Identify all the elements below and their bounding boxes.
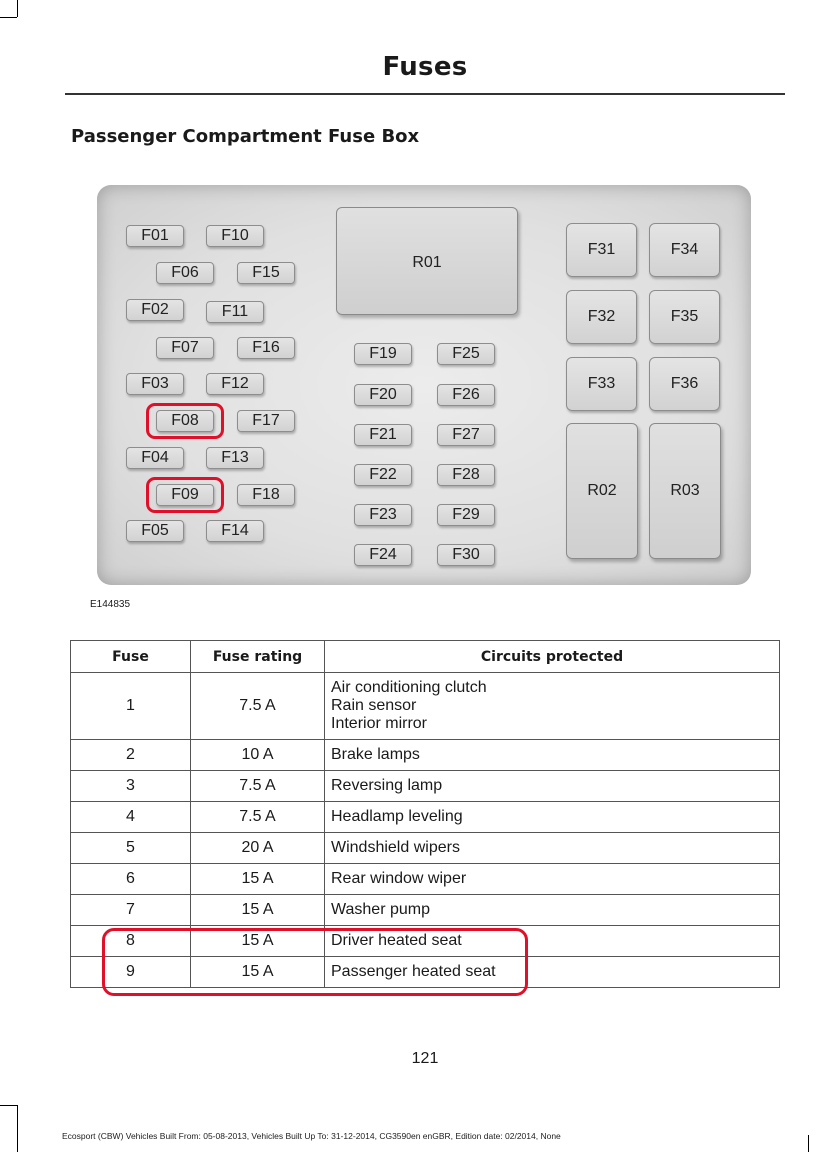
- fuse-rating: 15 A: [191, 864, 325, 895]
- footer-text: Ecosport (CBW) Vehicles Built From: 05-08-2013, Vehicles Built Up To: 31-12-2014, CG3590en enGBR, Edition date: 02/2014, None: [62, 1131, 561, 1141]
- fuse-f23: F23: [354, 504, 412, 526]
- table-row: [71, 673, 780, 740]
- fuse-f15: F15: [237, 262, 295, 284]
- fuse-rating: 15 A: [191, 895, 325, 926]
- fuse-f32: F32: [566, 290, 637, 344]
- fuse-f24: F24: [354, 544, 412, 566]
- fuse-f19: F19: [354, 343, 412, 365]
- fuse-f20: F20: [354, 384, 412, 406]
- fuse-number: 6: [71, 864, 191, 895]
- highlight-rows: [102, 928, 528, 996]
- header-divider: [65, 93, 785, 95]
- figure-id: E144835: [90, 599, 131, 610]
- fuse-rating: 15 A: [191, 957, 325, 988]
- circuit-line: Air conditioning clutch: [331, 679, 487, 696]
- fuse-f26: F26: [437, 384, 495, 406]
- fuse-f04: F04: [126, 447, 184, 469]
- fuse-number: 2: [71, 740, 191, 771]
- circuit-line: Rear window wiper: [331, 870, 467, 887]
- fuse-number: 3: [71, 771, 191, 802]
- circuits-protected: [325, 864, 780, 895]
- circuit-line: Washer pump: [331, 901, 430, 918]
- page-title: Fuses: [382, 52, 468, 82]
- fuse-f02: F02: [126, 299, 184, 321]
- fuse-number: 5: [71, 833, 191, 864]
- fuse-f17: F17: [237, 410, 295, 432]
- fuse-f09: F09: [156, 484, 214, 506]
- fuse-f06: F06: [156, 262, 214, 284]
- fuse-f03: F03: [126, 373, 184, 395]
- fuse-f16: F16: [237, 337, 295, 359]
- circuit-line: Rain sensor: [331, 697, 417, 714]
- table-row: [71, 771, 780, 802]
- fuse-f27: F27: [437, 424, 495, 446]
- circuit-line: Passenger heated seat: [331, 963, 496, 980]
- fuse-f13: F13: [206, 447, 264, 469]
- crop-mark: [0, 17, 17, 18]
- column-header-fuse-rating: Fuse rating: [191, 641, 325, 673]
- highlight-f09: [146, 477, 224, 513]
- fuse-f18: F18: [237, 484, 295, 506]
- fuse-f30: F30: [437, 544, 495, 566]
- fuse-rating: 10 A: [191, 740, 325, 771]
- fuse-f31: F31: [566, 223, 637, 277]
- circuit-line: Driver heated seat: [331, 932, 462, 949]
- fuse-f08: F08: [156, 410, 214, 432]
- fuse-rating: 7.5 A: [191, 771, 325, 802]
- relay-r01: R01: [336, 207, 518, 315]
- fuse-f28: F28: [437, 464, 495, 486]
- crop-mark: [0, 1105, 17, 1106]
- circuits-protected: [325, 895, 780, 926]
- fuse-f34: F34: [649, 223, 720, 277]
- fuse-number: 1: [71, 673, 191, 740]
- fuse-f01: F01: [126, 225, 184, 247]
- crop-mark: [17, 1105, 18, 1152]
- highlight-f08: [146, 403, 224, 439]
- fuse-rating: 20 A: [191, 833, 325, 864]
- fuse-f22: F22: [354, 464, 412, 486]
- fuse-f33: F33: [566, 357, 637, 411]
- table-row: [71, 833, 780, 864]
- section-heading: Passenger Compartment Fuse Box: [71, 126, 420, 147]
- fuse-rating: 15 A: [191, 926, 325, 957]
- table-header-row: [71, 641, 780, 673]
- fuse-f11: F11: [206, 301, 264, 323]
- circuits-protected: [325, 673, 780, 740]
- fuse-number: 8: [71, 926, 191, 957]
- fuse-f21: F21: [354, 424, 412, 446]
- column-header-circuits: Circuits protected: [325, 641, 780, 673]
- table-row: [71, 802, 780, 833]
- circuits-protected: [325, 740, 780, 771]
- fuse-f36: F36: [649, 357, 720, 411]
- fuse-f10: F10: [206, 225, 264, 247]
- fuse-box-diagram: [97, 185, 751, 585]
- circuits-protected: [325, 771, 780, 802]
- relay-r02: R02: [566, 423, 638, 559]
- fuse-f12: F12: [206, 373, 264, 395]
- circuit-line: Reversing lamp: [331, 777, 443, 794]
- circuit-line: Headlamp leveling: [331, 808, 463, 825]
- circuits-protected: [325, 833, 780, 864]
- circuit-line: Interior mirror: [331, 715, 428, 732]
- column-header-fuse: Fuse: [71, 641, 191, 673]
- fuse-number: 7: [71, 895, 191, 926]
- fuse-f07: F07: [156, 337, 214, 359]
- fuse-number: 9: [71, 957, 191, 988]
- circuits-protected: [325, 802, 780, 833]
- fuse-rating: 7.5 A: [191, 802, 325, 833]
- fuse-f25: F25: [437, 343, 495, 365]
- relay-r03: R03: [649, 423, 721, 559]
- fuse-f14: F14: [206, 520, 264, 542]
- page-number: 121: [411, 1050, 439, 1067]
- fuse-f29: F29: [437, 504, 495, 526]
- fuse-f35: F35: [649, 290, 720, 344]
- table-row: [71, 864, 780, 895]
- circuit-line: Brake lamps: [331, 746, 420, 763]
- table-row: [71, 895, 780, 926]
- table-row: [71, 740, 780, 771]
- fuse-number: 4: [71, 802, 191, 833]
- crop-mark: [808, 1135, 809, 1152]
- circuit-line: Windshield wipers: [331, 839, 460, 856]
- crop-mark: [17, 0, 18, 17]
- fuse-rating: 7.5 A: [191, 673, 325, 740]
- fuse-f05: F05: [126, 520, 184, 542]
